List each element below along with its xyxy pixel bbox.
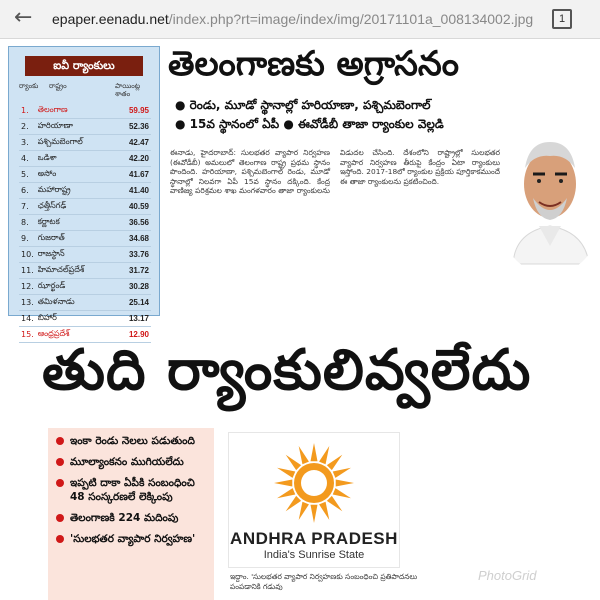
ranking-cell-state: గుజరాత్ — [36, 231, 114, 247]
ranking-row — [19, 247, 151, 263]
ranking-cell-rank: 12. — [19, 279, 36, 295]
ranking-cell-state: పశ్చిమబెంగాల్ — [36, 135, 114, 151]
ranking-table — [19, 103, 151, 343]
ranking-cell-points: 30.28 — [114, 279, 151, 295]
ranking-cell-state: ఛత్తీస్‌గఢ్ — [36, 199, 114, 215]
back-arrow-icon[interactable]: ← — [14, 5, 33, 30]
ranking-cell-state: రాజస్థాన్ — [36, 247, 114, 263]
ranking-cell-rank: 1. — [19, 103, 36, 119]
key-points-list — [48, 428, 214, 546]
ranking-cell-rank: 6. — [19, 183, 36, 199]
ranking-cell-rank: 7. — [19, 199, 36, 215]
ranking-cell-rank: 2. — [19, 119, 36, 135]
ranking-cell-rank: 3. — [19, 135, 36, 151]
key-point-item: ఇప్పటి దాకా ఏపీకి సంబంధించి 48 సంస్కరణలే లెక్కింపు — [56, 476, 210, 504]
ranking-panel-title: ఐవీ ర్యాంకులు — [25, 56, 143, 76]
secondary-headline: తుది ర్యాంకులివ్వలేదు — [42, 338, 532, 403]
ranking-cell-state: అసోం — [36, 167, 114, 183]
ranking-cell-rank: 8. — [19, 215, 36, 231]
ranking-cell-rank: 10. — [19, 247, 36, 263]
key-points-box — [48, 428, 214, 600]
ranking-cell-points: 41.67 — [114, 167, 151, 183]
url-path: /index.php?rt=image/index/img/20171101a_008134002.jpg — [168, 11, 534, 27]
ranking-cell-state: ఆంధ్రప్రదేశ్ — [36, 327, 114, 343]
url-host: epaper.eenadu.net — [52, 11, 169, 27]
ranking-cell-points: 42.20 — [114, 151, 151, 167]
ranking-cell-rank: 14. — [19, 311, 36, 327]
ranking-cell-rank: 5. — [19, 167, 36, 183]
ranking-cell-points: 52.36 — [114, 119, 151, 135]
ranking-cell-points: 33.76 — [114, 247, 151, 263]
tab-switcher-icon[interactable]: 1 — [552, 9, 572, 29]
ranking-row — [19, 135, 151, 151]
ranking-cell-state: ఝార్ఖండ్ — [36, 279, 114, 295]
cm-portrait — [505, 114, 595, 272]
ap-logo-card — [228, 432, 400, 568]
ap-logo-tagline: India's Sunrise State — [263, 549, 365, 561]
ranking-row — [19, 215, 151, 231]
ranking-cell-state: బిహార్ — [36, 311, 114, 327]
main-headline: తెలంగాణకు అగ్రాసనం — [168, 44, 459, 84]
ranking-cell-points: 13.17 — [114, 311, 151, 327]
ranking-cell-rank: 9. — [19, 231, 36, 247]
ranking-row — [19, 199, 151, 215]
key-point-item: తెలంగాణకి 224 మదింపు — [56, 511, 210, 525]
ranking-cell-rank: 13. — [19, 295, 36, 311]
ranking-row — [19, 279, 151, 295]
sun-logo-icon — [229, 433, 399, 529]
subhead-2: ● 15వ స్థానంలో ఏపీ ● ఈవోడీబీ తాజా ర్యాంకుల వెల్లడి — [175, 117, 444, 131]
ranking-row — [19, 263, 151, 279]
ranking-row — [19, 311, 151, 327]
ranking-cell-points: 34.68 — [114, 231, 151, 247]
browser-url-bar — [0, 0, 600, 39]
col-state-header: రాష్ట్రం — [49, 82, 67, 90]
col-rank-header: ర్యాంకు — [19, 82, 39, 90]
ranking-cell-points: 25.14 — [114, 295, 151, 311]
key-point-item: మూల్యాంకనం ముగియలేదు — [56, 455, 210, 469]
ranking-cell-points: 36.56 — [114, 215, 151, 231]
col-points-header: పాయింట్ల శాతం — [115, 82, 141, 98]
ranking-cell-points: 40.59 — [114, 199, 151, 215]
ranking-cell-state: తెలంగాణ — [36, 103, 114, 119]
ranking-cell-state: కర్ణాటక — [36, 215, 114, 231]
ranking-row — [19, 295, 151, 311]
ranking-row — [19, 231, 151, 247]
ranking-cell-points: 12.90 — [114, 327, 151, 343]
ranking-row — [19, 183, 151, 199]
ranking-cell-state: మహారాష్ట్ర — [36, 183, 114, 199]
article-body: ఈనాడు, హైదరాబాద్: సులభతర వ్యాపార నిర్వహణ (ఈవోడీబీ) అమలులో తెలంగాణ రాష్ట్ర ప్రథమ స్థానం పొందింది. హరియాణా, పశ్చిమబెంగాల్ రెండు, మూడో స్థానాల్లో నిలవగా ఏపీ 15వ స్థానం దక్కింది. కేంద్ర వాణిజ్య పరిశ్రమల శాఖ మంగళవారం తాజా ర్యాంకులను విడుదల చేసింది. దేశంలోని రాష్ట్రాల్లో సులభతర వ్యాపార నిర్వహణ తీరుపై కేంద్రం ఏటా ర్యాంకులు ఇస్తోంది. 2017-18లో ర్యాంకుల ప్రక్రియ పూర్తికాకముందే ఈ తాజా ర్యాంకులను ప్రకటించింది. — [170, 148, 500, 196]
ap-logo-name: ANDHRA PRADESH — [230, 529, 398, 548]
ranking-cell-points: 31.72 — [114, 263, 151, 279]
ranking-row — [19, 151, 151, 167]
ranking-row — [19, 119, 151, 135]
subhead-1: ● రెండు, మూడో స్థానాల్లో హరియాణా, పశ్చిమబెంగాల్ — [175, 98, 431, 112]
ranking-cell-rank: 11. — [19, 263, 36, 279]
ranking-cell-state: ఒడిశా — [36, 151, 114, 167]
ranking-cell-rank: 4. — [19, 151, 36, 167]
ranking-panel — [8, 46, 160, 339]
watermark: PhotoGrid — [478, 568, 537, 583]
ranking-cell-points: 59.95 — [114, 103, 151, 119]
ranking-cell-state: తమిళనాడు — [36, 295, 114, 311]
ranking-table-header — [19, 80, 151, 98]
ranking-row — [19, 167, 151, 183]
ranking-cell-points: 41.40 — [114, 183, 151, 199]
url-text[interactable] — [52, 11, 533, 27]
ranking-cell-state: హరియాణా — [36, 119, 114, 135]
key-point-item: ఇంకా రెండు నెలలు పడుతుంది — [56, 434, 210, 448]
ranking-row — [19, 103, 151, 119]
ranking-cell-state: హిమాచల్‌ప్రదేశ్ — [36, 263, 114, 279]
key-point-item: 'సులభతర వ్యాపార నిర్వహణ' — [56, 532, 210, 546]
ranking-cell-rank: 15. — [19, 327, 36, 343]
caption-text: ఇద్దాం. 'సులభతర వ్యాపార నిర్వహణకు సంబంధించి ప్రతిపాదనలు పంపడానికి గడువు — [230, 572, 418, 591]
ranking-cell-points: 42.47 — [114, 135, 151, 151]
